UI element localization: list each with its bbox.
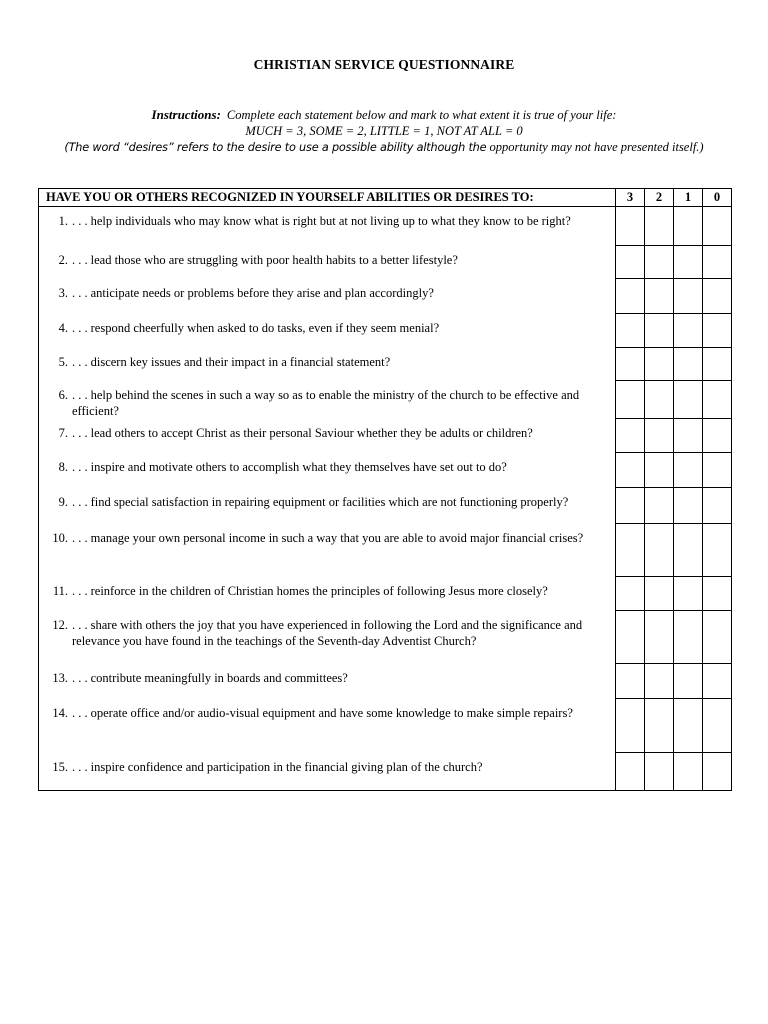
ellipsis-prefix: . . . [72, 425, 88, 440]
question-text: manage your own personal income in such a way that you are able to avoid major financial crises? [90, 530, 584, 545]
question-item [39, 246, 615, 268]
question-text: discern key issues and their impact in a financial statement? [90, 354, 391, 369]
question-item [39, 453, 615, 475]
question-row [39, 207, 732, 246]
question-row [39, 753, 732, 791]
question-item [39, 664, 615, 686]
score-cell-1[interactable] [674, 664, 703, 699]
score-cell-2[interactable] [645, 664, 674, 699]
table-header-row [39, 189, 732, 207]
question-text-wrap [72, 670, 615, 686]
question-text: help individuals who may know what is right but at not living up to what they know to be right? [90, 214, 571, 228]
score-cell-0[interactable] [703, 524, 732, 577]
question-text-wrap [72, 252, 615, 268]
ellipsis-prefix: . . . [72, 494, 88, 509]
ellipsis-prefix: . . . [72, 530, 88, 545]
score-cell-3[interactable] [616, 753, 645, 791]
score-cell-1[interactable] [674, 699, 703, 753]
score-cell-2[interactable] [645, 381, 674, 419]
question-cell [39, 207, 616, 246]
score-cell-2[interactable] [645, 348, 674, 381]
question-text-wrap [72, 759, 615, 775]
score-cell-3[interactable] [616, 207, 645, 246]
question-row [39, 577, 732, 611]
question-row [39, 381, 732, 419]
question-cell [39, 577, 616, 611]
instructions-text: Complete each statement below and mark to what extent it is true of your life: [226, 108, 617, 122]
score-cell-3[interactable] [616, 246, 645, 279]
question-text-wrap [72, 617, 615, 649]
question-number: 8. [58, 459, 68, 474]
score-cell-0[interactable] [703, 488, 732, 524]
instructions-label: Instructions: [151, 107, 221, 122]
score-cell-0[interactable] [703, 453, 732, 488]
question-cell [39, 381, 616, 419]
question-item [39, 419, 615, 441]
ellipsis-prefix: . . . [72, 320, 88, 335]
question-cell [39, 611, 616, 664]
score-cell-0[interactable] [703, 207, 732, 246]
question-cell [39, 453, 616, 488]
question-number: 9. [58, 494, 68, 509]
ellipsis-prefix: . . . [72, 354, 88, 369]
question-row [39, 524, 732, 577]
score-cell-1[interactable] [674, 348, 703, 381]
ellipsis-prefix: . . . [72, 759, 88, 774]
score-cell-2[interactable] [645, 524, 674, 577]
question-text-wrap [72, 320, 615, 336]
desires-note [0, 139, 768, 156]
question-text: find special satisfaction in repairing equipment or facilities which are not functioning properly? [90, 494, 569, 509]
question-text: anticipate needs or problems before they arise and plan accordingly? [90, 285, 434, 300]
question-rows [39, 207, 732, 791]
ellipsis-prefix: . . . [72, 583, 88, 598]
score-cell-3[interactable] [616, 453, 645, 488]
ellipsis-prefix: . . . [72, 459, 88, 474]
question-row [39, 348, 732, 381]
score-cell-1[interactable] [674, 453, 703, 488]
instructions-block [0, 107, 768, 156]
question-row [39, 314, 732, 348]
score-cell-2[interactable] [645, 279, 674, 314]
question-row [39, 664, 732, 699]
question-number: 13. [52, 670, 68, 685]
score-cell-1[interactable] [674, 314, 703, 348]
question-item [39, 577, 615, 599]
score-cell-3[interactable] [616, 664, 645, 699]
question-text: lead those who are struggling with poor health habits to a better lifestyle? [90, 252, 458, 267]
score-cell-0[interactable] [703, 314, 732, 348]
question-item [39, 753, 615, 775]
question-item [39, 699, 615, 721]
ellipsis-prefix: . . . [72, 705, 88, 720]
ellipsis-prefix: . . . [72, 252, 88, 267]
question-row [39, 453, 732, 488]
question-number: 6. [58, 387, 68, 402]
score-cell-0[interactable] [703, 753, 732, 791]
question-text-wrap [72, 459, 615, 475]
question-number: 12. [52, 617, 68, 632]
score-cell-3[interactable] [616, 381, 645, 419]
question-item [39, 611, 615, 649]
score-cell-0[interactable] [703, 611, 732, 664]
score-cell-1[interactable] [674, 611, 703, 664]
score-cell-3[interactable] [616, 419, 645, 453]
question-number: 10. [52, 530, 68, 545]
question-text: lead others to accept Christ as their personal Saviour whether they be adults or children? [90, 425, 533, 440]
question-cell [39, 664, 616, 699]
ellipsis-prefix: . . . [72, 617, 88, 632]
instructions-line [0, 107, 768, 123]
score-cell-0[interactable] [703, 577, 732, 611]
score-cell-2[interactable] [645, 419, 674, 453]
question-text: operate office and/or audio-visual equipment and have some knowledge to make simple repairs? [90, 705, 573, 720]
score-cell-3[interactable] [616, 524, 645, 577]
question-cell [39, 314, 616, 348]
desires-note-part1: (The word “desires” refers to the desire to use a possible ability although the [64, 141, 487, 154]
table-header-prompt: HAVE YOU OR OTHERS RECOGNIZED IN YOURSELF ABILITIES OR DESIRES TO: [39, 189, 616, 207]
score-cell-3[interactable] [616, 279, 645, 314]
question-row [39, 419, 732, 453]
question-number: 14. [52, 705, 68, 720]
score-cell-0[interactable] [703, 279, 732, 314]
question-text: share with others the joy that you have experienced in following the Lord and the significance and relevance you have found in the teachings of the Seventh-day Adventist Church? [72, 617, 583, 648]
score-cell-1[interactable] [674, 419, 703, 453]
score-cell-0[interactable] [703, 419, 732, 453]
question-text: inspire and motivate others to accomplish what they themselves have set out to do? [90, 459, 507, 474]
score-cell-2[interactable] [645, 488, 674, 524]
score-cell-2[interactable] [645, 753, 674, 791]
score-cell-1[interactable] [674, 488, 703, 524]
question-number: 11. [52, 583, 68, 598]
score-cell-1[interactable] [674, 207, 703, 246]
ellipsis-prefix: . . . [72, 214, 88, 228]
question-cell [39, 246, 616, 279]
score-header-2: 2 [645, 189, 674, 207]
score-cell-2[interactable] [645, 314, 674, 348]
score-cell-1[interactable] [674, 279, 703, 314]
question-text-wrap [72, 425, 615, 441]
question-text-wrap [72, 354, 615, 370]
score-cell-3[interactable] [616, 314, 645, 348]
question-number: 3. [58, 285, 68, 300]
question-text-wrap [72, 213, 615, 229]
question-text-wrap [72, 583, 615, 599]
score-cell-0[interactable] [703, 246, 732, 279]
score-cell-1[interactable] [674, 246, 703, 279]
question-text: contribute meaningfully in boards and committees? [90, 670, 348, 685]
score-cell-3[interactable] [616, 488, 645, 524]
score-cell-0[interactable] [703, 348, 732, 381]
score-cell-2[interactable] [645, 611, 674, 664]
score-cell-2[interactable] [645, 207, 674, 246]
score-cell-0[interactable] [703, 381, 732, 419]
question-text-wrap [72, 494, 615, 510]
questionnaire-table [38, 188, 732, 791]
score-cell-2[interactable] [645, 246, 674, 279]
score-cell-3[interactable] [616, 611, 645, 664]
score-cell-3[interactable] [616, 699, 645, 753]
question-text: reinforce in the children of Christian homes the principles of following Jesus more closely? [90, 583, 548, 598]
question-number: 4. [58, 320, 68, 335]
question-number: 2. [58, 252, 68, 267]
question-number: 5. [58, 354, 68, 369]
question-item [39, 314, 615, 336]
question-item [39, 524, 615, 546]
question-item [39, 279, 615, 301]
question-cell [39, 419, 616, 453]
page-title: CHRISTIAN SERVICE QUESTIONNAIRE [253, 57, 515, 72]
score-cell-3[interactable] [616, 577, 645, 611]
question-cell [39, 279, 616, 314]
desires-note-part2: opportunity may not have presented itself.) [489, 140, 704, 154]
question-cell [39, 699, 616, 753]
score-cell-2[interactable] [645, 577, 674, 611]
question-text-wrap [72, 530, 615, 546]
question-number: 1. [58, 214, 68, 228]
question-text-wrap [72, 387, 615, 419]
question-cell [39, 348, 616, 381]
score-cell-1[interactable] [674, 753, 703, 791]
question-row [39, 279, 732, 314]
question-text-wrap [72, 285, 615, 301]
question-text-wrap [72, 705, 615, 721]
score-cell-2[interactable] [645, 453, 674, 488]
score-header-0: 0 [703, 189, 732, 207]
score-cell-2[interactable] [645, 699, 674, 753]
question-number: 7. [58, 425, 68, 440]
question-row [39, 611, 732, 664]
score-cell-3[interactable] [616, 348, 645, 381]
question-row [39, 246, 732, 279]
ellipsis-prefix: . . . [72, 285, 88, 300]
score-header-3: 3 [616, 189, 645, 207]
question-cell [39, 524, 616, 577]
question-number: 15. [52, 759, 68, 774]
question-text: help behind the scenes in such a way so as to enable the ministry of the church to be effective and efficient? [72, 387, 580, 418]
question-item [39, 381, 615, 419]
ellipsis-prefix: . . . [72, 670, 88, 685]
question-cell [39, 753, 616, 791]
rating-scale: MUCH = 3, SOME = 2, LITTLE = 1, NOT AT ALL = 0 [245, 124, 523, 138]
score-cell-0[interactable] [703, 699, 732, 753]
question-text: respond cheerfully when asked to do tasks, even if they seem menial? [90, 320, 440, 335]
question-text: inspire confidence and participation in the financial giving plan of the church? [90, 759, 483, 774]
score-header-1: 1 [674, 189, 703, 207]
question-row [39, 488, 732, 524]
question-cell [39, 488, 616, 524]
question-row [39, 699, 732, 753]
score-cell-0[interactable] [703, 664, 732, 699]
question-item [39, 348, 615, 370]
question-item [39, 207, 615, 229]
question-item [39, 488, 615, 510]
ellipsis-prefix: . . . [72, 387, 88, 402]
score-cell-1[interactable] [674, 381, 703, 419]
score-cell-1[interactable] [674, 524, 703, 577]
score-cell-1[interactable] [674, 577, 703, 611]
